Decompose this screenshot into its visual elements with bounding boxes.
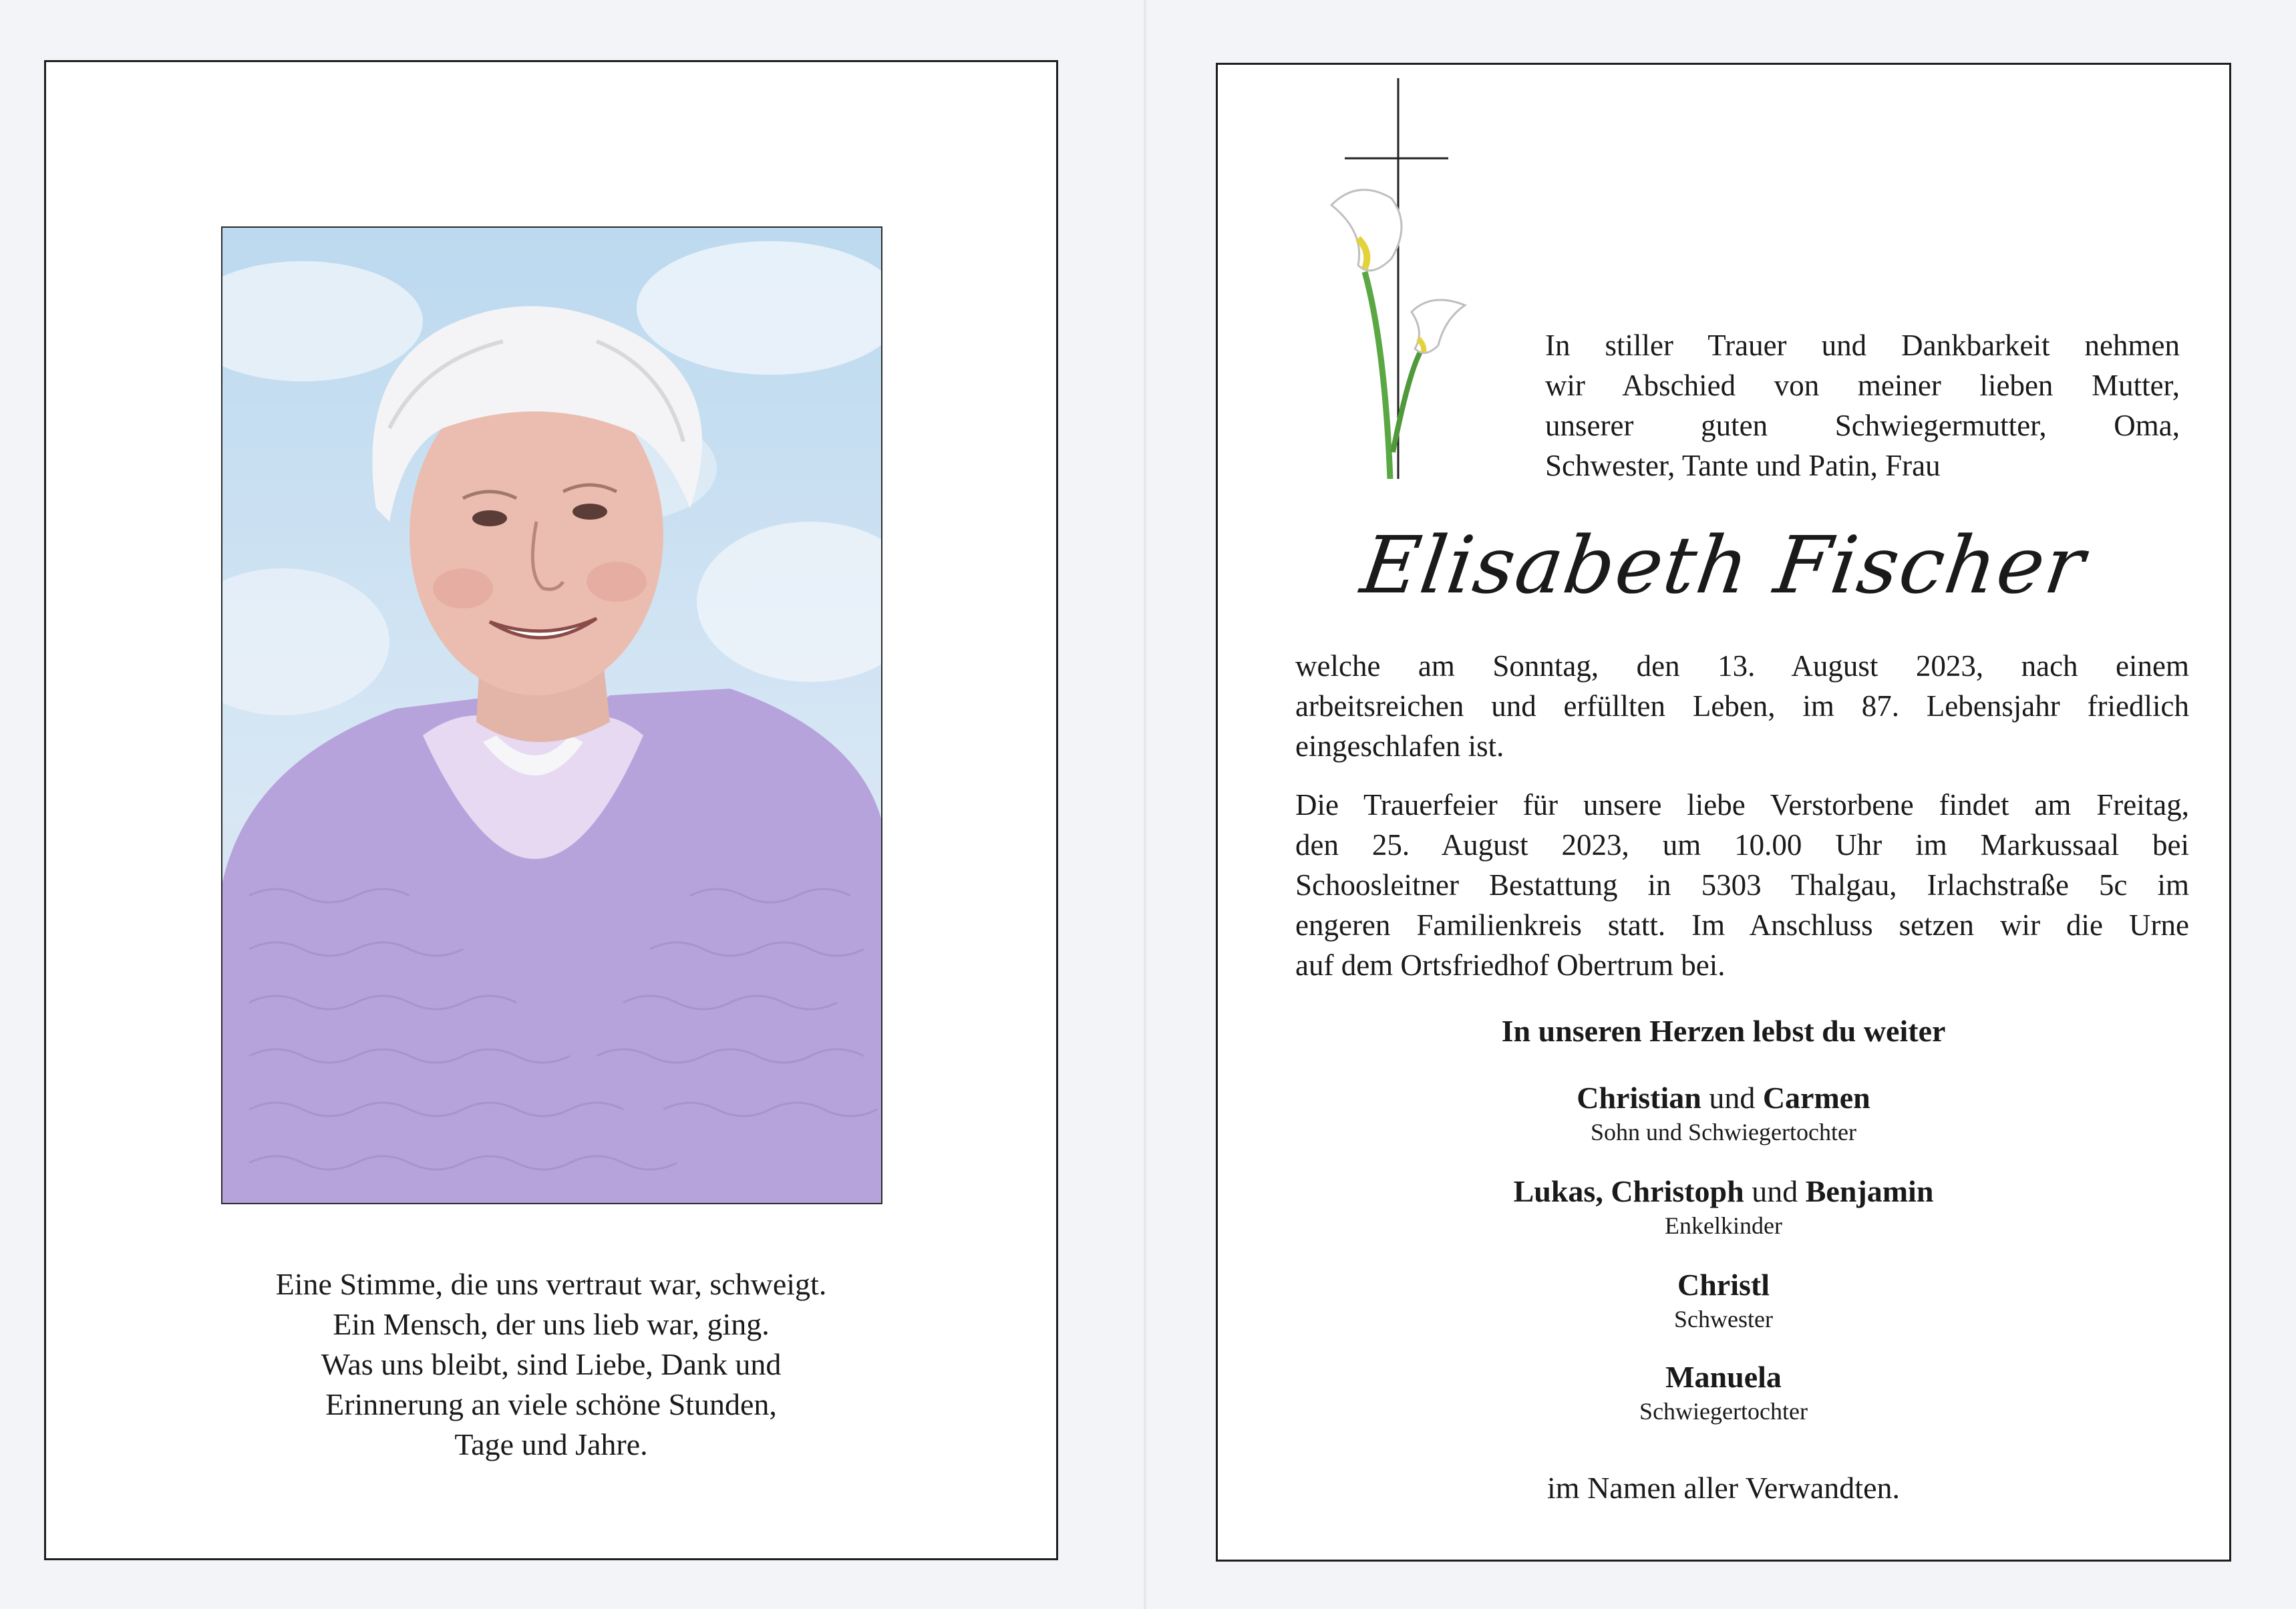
paragraph-line: engeren Familienkreis statt. Im Anschluss setzen wir die Urne xyxy=(1295,908,2189,942)
paragraph-line: Schoosleitner Bestattung in 5303 Thalgau, Irlachstraße 5c im xyxy=(1295,868,2189,902)
family-connector: und xyxy=(1752,1174,1798,1208)
family-entry xyxy=(1218,1080,2229,1146)
portrait-photo xyxy=(221,226,882,1204)
family-name: Benjamin xyxy=(1805,1174,1934,1208)
verse-line: Ein Mensch, der uns lieb war, ging. xyxy=(333,1307,770,1341)
paragraph-line: auf dem Ortsfriedhof Obertrum bei. xyxy=(1295,948,1726,982)
family-name: Christl xyxy=(1677,1268,1770,1302)
family-name: Christian xyxy=(1577,1081,1701,1115)
family-name: Lukas, Christoph xyxy=(1513,1174,1744,1208)
intro-line: Schwester, Tante und Patin, Frau xyxy=(1545,449,1941,482)
card-fold xyxy=(1144,0,1146,1609)
family-entry xyxy=(1218,1267,2229,1333)
right-card-frame xyxy=(1216,63,2231,1562)
paragraph-line: welche am Sonntag, den 13. August 2023, nach einem xyxy=(1295,649,2189,683)
verse-line: Erinnerung an viele schöne Stunden, xyxy=(325,1387,777,1421)
closing-line: im Namen aller Verwandten. xyxy=(1547,1471,1900,1505)
family-name: Manuela xyxy=(1665,1360,1782,1394)
paragraph-line: arbeitsreichen und erfüllten Leben, im 87. Lebensjahr friedlich xyxy=(1295,689,2189,723)
paragraph-line: Die Trauerfeier für unsere liebe Verstorbene findet am Freitag, xyxy=(1295,788,2189,822)
family-names xyxy=(1218,1080,2229,1115)
intro-line: In stiller Trauer und Dankbarkeit nehmen xyxy=(1545,329,2180,362)
verse-line: Was uns bleibt, sind Liebe, Dank und xyxy=(321,1347,782,1381)
motto: In unseren Herzen lebst du weiter xyxy=(1501,1014,1946,1048)
family-names xyxy=(1218,1174,2229,1209)
paragraph-line: den 25. August 2023, um 10.00 Uhr im Markussaal bei xyxy=(1295,828,2189,862)
memorial-verse xyxy=(46,1264,1056,1465)
intro-line: unserer guten Schwiegermutter, Oma, xyxy=(1545,409,2180,442)
left-card-frame xyxy=(44,60,1058,1560)
death-notice-paragraph xyxy=(1295,646,2189,766)
cross-lily-icon xyxy=(1318,78,1518,506)
verse-line: Eine Stimme, die uns vertraut war, schweigt. xyxy=(275,1267,827,1301)
deceased-name: Elisabeth Fischer xyxy=(1355,519,2092,611)
family-role: Enkelkinder xyxy=(1665,1212,1782,1239)
family-entry xyxy=(1218,1359,2229,1425)
portrait-illustration xyxy=(222,228,882,1204)
family-role: Schwiegertochter xyxy=(1639,1398,1808,1425)
funeral-details-paragraph xyxy=(1295,785,2189,985)
verse-line: Tage und Jahre. xyxy=(454,1427,648,1461)
intro-line: wir Abschied von meiner lieben Mutter, xyxy=(1545,369,2180,402)
family-name: Carmen xyxy=(1762,1081,1870,1115)
paragraph-line: eingeschlafen ist. xyxy=(1295,729,1504,763)
family-connector: und xyxy=(1709,1081,1756,1115)
family-role: Sohn und Schwiegertochter xyxy=(1591,1119,1856,1145)
intro-text xyxy=(1545,325,2180,486)
family-entry xyxy=(1218,1174,2229,1240)
family-role: Schwester xyxy=(1674,1306,1773,1332)
